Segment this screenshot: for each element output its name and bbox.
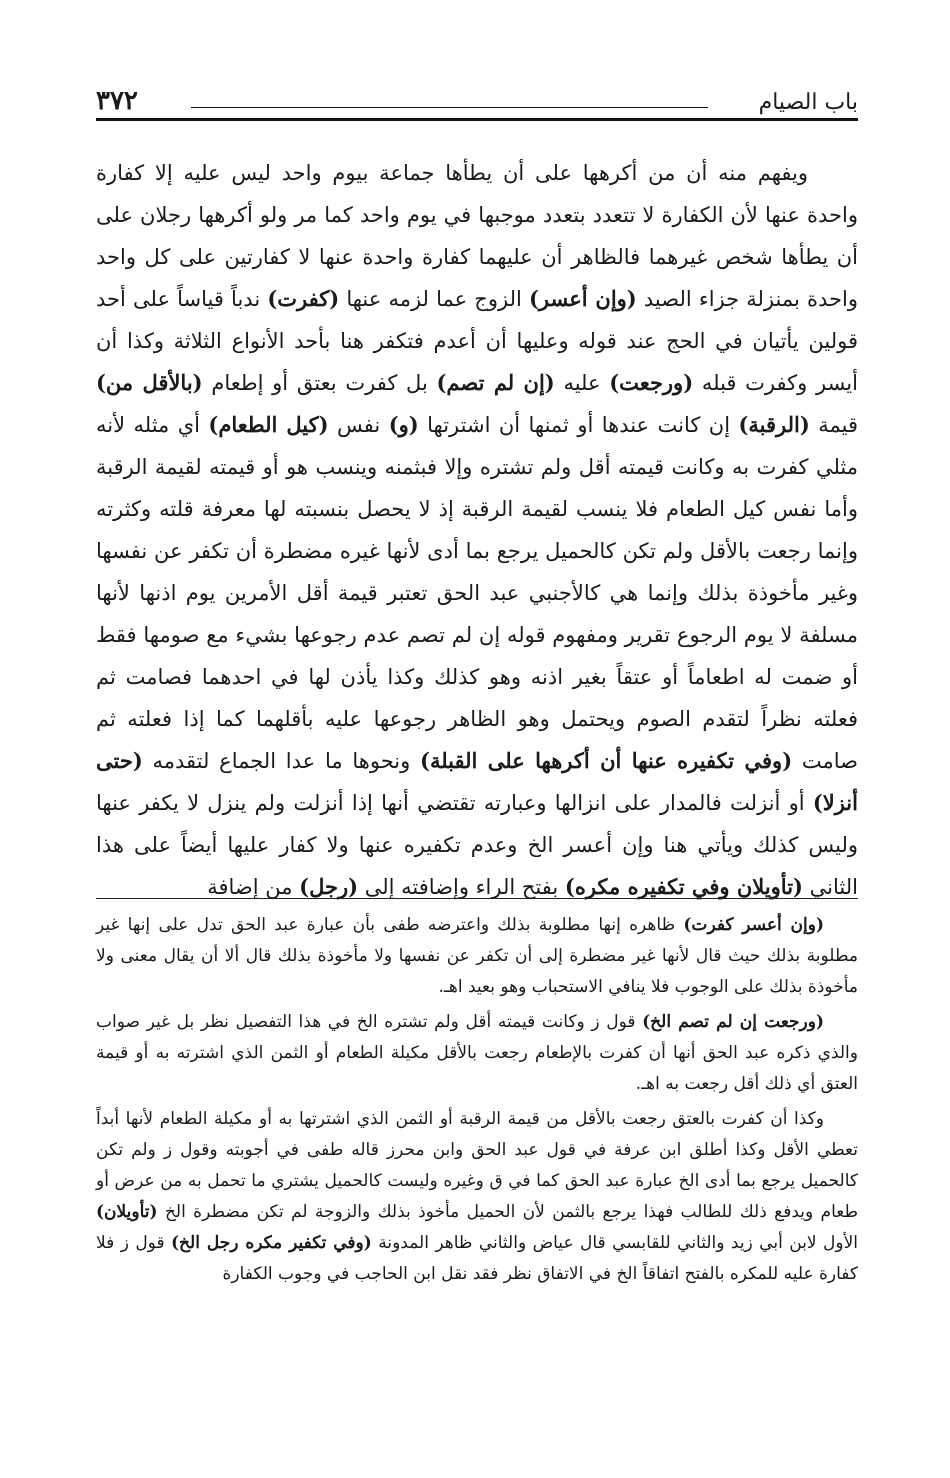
- bold-lemma: (ورجعت): [609, 370, 694, 395]
- bold-lemma: (الرقبة): [738, 412, 810, 437]
- text-run: بفتح الراء وإضافته إلى: [358, 875, 565, 899]
- bold-lemma: (و): [388, 412, 419, 437]
- commentary-paragraph: [96, 1104, 858, 1290]
- text-run: ندباً قياساً على أحد قولين يأتيان في الحج عند قوله وعليها أن أعدم فتكفر هنا بأحد الأنواع الثلاثة وكذا أن أيسر وكفرت قبله: [96, 287, 858, 395]
- text-run: قول ز فلا كفارة عليه للمكره بالفتح اتفاقاً الخ في الاتفاق نظر فقد نقل ابن الحاجب في وجوب الكفارة: [96, 1233, 858, 1284]
- text-run: أي مثله لأنه مثلي كفرت به وكانت قيمته أقل ولم تشتره وإلا فبثمنه وينسب هو أو قيمته لقيمة الرقبة وأما نفس كيل الطعام فلا ينسب لقيمة الرقبة إذ لا يحصل بنسبته لها معرفة قلته وكثرته وإنما رجعت بالأقل ولم تكن كالحميل يرجع بما أدى لأنها غيره مضطرة أن تكفر عن نفسها وغير مأخوذة بذلك وإنما هي كالأجنبي عبد الحق تعتبر قيمة أقل الأمرين يوم اذنها لأنها مسلفة لا يوم الرجوع تقرير ومفهوم قوله إن لم تصم عدم رجوعها بشيء مع صومها فقط أو ضمت له اطعاماً أو عتقاً بغير اذنه وهو كذلك وكذا يأذن لها في احدهما فصامت ثم فعلته نظراً لتقدم الصوم ويحتمل وهو الظاهر رجوعها عليه بأقلهما كما إذا فعلته ثم صامت: [96, 413, 859, 773]
- main-text: [96, 152, 858, 908]
- header-divider: [191, 107, 708, 108]
- text-run: وكذا أن كفرت بالعتق رجعت بالأقل من قيمة الرقبة أو الثمن الذي اشترتها به أو مكيلة الطعام لأنها أبداً تعطي الأقل وكذا أطلق ابن عرفة في قول عبد الحق وابن محرز قاله طفى في أجوبته وقول ز ولم تكن كالحميل يرجع بما أدى الخ عبارة عبد الحق كما في ق وغيره وليست كالحميل يشتري ما تحمل به من عرض أو طعام ويدفع ذلك للطالب فهذا يرجع بالثمن لأن الحميل مأخوذ بذلك والزوجة لم تكن مضطرة الخ: [96, 1109, 858, 1222]
- bold-lemma: (كفرت): [267, 286, 340, 311]
- bold-lemma: (إن لم تصم): [436, 370, 555, 395]
- bold-lemma: (وإن أعسر): [528, 286, 637, 311]
- page-header: [96, 84, 858, 122]
- text-run: عليه: [554, 371, 610, 395]
- bold-lemma: (بالأقل من): [96, 370, 203, 395]
- bold-lemma: (وإن أعسر كفرت): [683, 915, 824, 935]
- text-run: ظاهره إنها مطلوبة بذلك واعترضه طفى بأن عبارة عبد الحق تدل على إنها غير مطلوبة بذلك حيث قال لأنها غير مضطرة إلى أن تكفر عن نفسها ولا مأخوذة بذلك قال ألا أن يقال معنى ولا مأخوذة بذلك على الوجوب فلا ينافي الاستحباب وهو بعيد اهـ.: [96, 915, 858, 997]
- text-run: من إضافة: [207, 875, 300, 899]
- book-page: [96, 0, 858, 1478]
- text-run: الزوج عما لزمه عنها: [339, 287, 529, 311]
- bold-lemma: (وفي تكفيره عنها أن أكرهها على القبلة): [420, 748, 793, 773]
- main-paragraph: [96, 152, 858, 908]
- text-run: إن كانت عندها أو ثمنها أن اشترتها: [418, 413, 739, 437]
- bold-lemma: (رجل): [299, 874, 359, 899]
- bold-lemma: (كيل الطعام): [208, 412, 329, 437]
- text-run: أو أنزلت فالمدار على انزالها وعبارته تقتضي أنها إذا أنزلت ولم ينزل لا يكفر عنها وليس كذلك ويأتي هنا وإن أعسر الخ وعدم تكفيره عنها ولا كفار عليها أيضاً على هذا الثاني: [96, 791, 858, 899]
- text-run: قيمة: [809, 413, 859, 437]
- text-run: الأول لابن أبي زيد والثاني للقابسي قال عياض والثاني ظاهر المدونة: [371, 1233, 858, 1253]
- text-run: ونحوها ما عدا الجماع لتقدمه: [142, 749, 421, 773]
- text-run: نفس: [328, 413, 389, 437]
- page-number: ٣٧٢: [96, 86, 138, 116]
- text-run: بل كفرت بعتق أو إطعام: [202, 371, 437, 395]
- header-rule: [96, 118, 858, 121]
- bold-lemma: (حتى أنزلا): [96, 748, 858, 815]
- chapter-title: باب الصيام: [758, 90, 858, 115]
- commentary: [96, 910, 858, 1294]
- commentary-paragraph: [96, 1007, 858, 1100]
- text-run: قول ز وكانت قيمته أقل ولم تشتره الخ في هذا التفصيل نظر بل غير صواب والذي ذكره عبد الحق أنها أن كفرت بالإطعام رجعت بالأقل مكيلة الطعام أو الثمن الذي اشترته به أو قيمة العتق أي ذلك أقل رجعت به اهـ.: [96, 1012, 858, 1094]
- bold-lemma: (تأويلان وفي تكفيره مكره): [564, 874, 803, 899]
- footnote-separator: [96, 898, 858, 899]
- commentary-paragraph: [96, 910, 858, 1003]
- bold-lemma: (ورجعت إن لم تصم الخ): [642, 1012, 824, 1032]
- bold-lemma: (وفي تكفير مكره رجل الخ): [171, 1233, 372, 1253]
- bold-lemma: (تأويلان): [96, 1202, 158, 1222]
- text-run: ويفهم منه أن من أكرهها على أن يطأها جماعة بيوم واحد ليس عليه إلا كفارة واحدة عنها لأن الكفارة لا تتعدد بتعدد موجبها في يوم واحد كما مر ولو أكرهها رجلان على أن يطأها شخص غيرهما فالظاهر أن عليهما كفارة واحدة عنها لا كفارتين على كل واحد واحدة بمنزلة جزاء الصيد: [96, 161, 858, 311]
